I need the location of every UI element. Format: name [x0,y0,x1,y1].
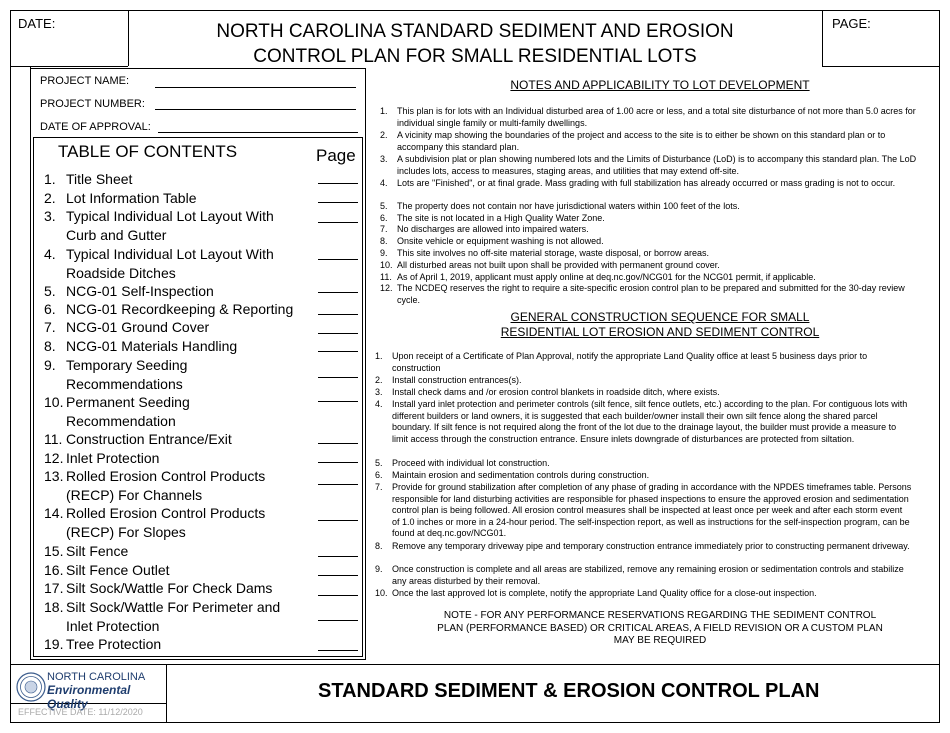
effective-date: EFFECTIVE DATE: 11/12/2020 [18,707,143,717]
notes-heading: NOTES AND APPLICABILITY TO LOT DEVELOPMENT [510,78,810,92]
sequence-heading-line-1: GENERAL CONSTRUCTION SEQUENCE FOR SMALL [510,310,810,324]
toc-item-title: NCG-01 Self-Inspection [66,283,214,299]
toc-item-number: 15. [44,543,64,559]
toc-page-blank[interactable] [318,462,358,463]
page-label: PAGE: [832,16,871,31]
toc-page-blank[interactable] [318,484,358,485]
toc-item-title: Lot Information Table [66,190,197,206]
toc-item-number: 1. [44,171,56,187]
toc-item-number: 14. [44,505,64,521]
toc-page-blank[interactable] [318,259,358,260]
toc-page-blank[interactable] [318,595,358,596]
toc-item-title: NCG-01 Recordkeeping & Reporting [66,301,294,317]
toc-item-number: 13. [44,468,64,484]
note-text: All disturbed areas not built upon shall be provided with permanent ground cover. [397,260,720,270]
sequence-number: 5. [375,458,383,468]
toc-page-blank[interactable] [318,443,358,444]
sequence-number: 10. [375,588,388,598]
toc-item-line-2: (RECP) For Channels [66,486,203,503]
toc-item-title: Inlet Protection [66,450,160,466]
sequence-number: 9. [375,564,383,574]
sequence-number: 6. [375,470,383,480]
toc-item-line-1: Rolled Erosion Control Products [66,468,266,484]
sequence-number: 3. [375,387,383,397]
toc-item-line-1: Typical Individual Lot Layout With [66,208,274,224]
toc-item-number: 5. [44,283,56,299]
performance-note [370,610,950,648]
toc-item-title: Title Sheet [66,171,133,187]
toc-item-title [66,245,316,282]
toc-page-blank[interactable] [318,377,358,378]
note-number: 6. [380,213,388,223]
toc-item-number: 16. [44,562,64,578]
sequence-heading [370,310,950,340]
performance-note-line-2: PLAN (PERFORMANCE BASED) OR CRITICAL AREAS, A FIELD REVISION OR A CUSTOM PLAN [437,622,883,634]
note-text: The property does not contain nor have jurisdictional waters within 100 feet of the lots. [397,201,740,211]
toc-item-line-1: Typical Individual Lot Layout With [66,246,274,262]
toc-page-blank[interactable] [318,351,358,352]
toc-item-number: 19. [44,636,64,652]
toc-item-number: 4. [44,246,56,262]
note-text: The NCDEQ reserves the right to require a site-specific erosion control plan to be prepared and submitted for the 30-day review cycle. [397,283,905,305]
toc-page-heading: Page [316,146,356,165]
sequence-text: Remove any temporary driveway pipe and temporary construction entrance immediately prior to constructing permanent driveway. [392,541,910,551]
toc-item-number: 6. [44,301,56,317]
sequence-number: 4. [375,399,383,409]
toc-page-blank[interactable] [318,650,358,651]
toc-item-line-2: Recommendation [66,412,176,429]
note-number: 1. [380,106,388,116]
sequence-text: Maintain erosion and sedimentation controls during construction. [392,470,650,480]
sequence-text: Upon receipt of a Certificate of Plan Approval, notify the appropriate Land Quality office at least 5 business days prior to construction [392,351,868,373]
toc-item-number: 2. [44,190,56,206]
note-number: 12. [380,283,393,293]
toc-item-title: Tree Protection [66,636,162,652]
toc-page-blank[interactable] [318,520,358,521]
toc-page-blank[interactable] [318,292,358,293]
toc-item-line-1: Silt Sock/Wattle For Perimeter and [66,599,281,615]
plan-title-line-1: NORTH CAROLINA STANDARD SEDIMENT AND EROSION [216,21,734,42]
toc-item-number: 17. [44,580,64,596]
sequence-number: 7. [375,482,383,492]
toc-item-number: 18. [44,599,64,615]
toc-item-line-2: Curb and Gutter [66,226,167,243]
note-text: Lots are "Finished", or at final grade. Mass grading with full stabilization has already occurred or mass grading is not to occur. [397,178,896,188]
plan-title [130,19,820,69]
performance-note-line-1: NOTE - FOR ANY PERFORMANCE RESERVATIONS REGARDING THE SEDIMENT CONTROL [443,610,877,621]
project-number-field[interactable] [155,109,356,110]
toc-page-blank[interactable] [318,333,358,334]
toc-item-number: 7. [44,319,56,335]
date-of-approval-label: DATE OF APPROVAL: [40,121,151,133]
sequence-text: Proceed with individual lot construction. [392,458,550,468]
toc-item-number: 10. [44,394,64,410]
project-name-label: PROJECT NAME: [40,75,130,87]
toc-item-number: 11. [44,431,63,447]
date-label: DATE: [18,16,56,31]
note-text: The site is not located in a High Quality Water Zone. [397,213,605,223]
logo-text-line-2: Environmental Quality [47,683,131,711]
toc-item-title: Silt Fence Outlet [66,562,170,578]
logo-text-line-1: NORTH CAROLINA [47,671,146,683]
toc-page-blank[interactable] [318,556,358,557]
toc-item-title: Silt Sock/Wattle For Check Dams [66,580,273,596]
toc-page-blank[interactable] [318,620,358,621]
toc-page-blank[interactable] [318,575,358,576]
sequence-number: 1. [375,351,383,361]
note-number: 9. [380,248,388,258]
toc-item-line-1: Rolled Erosion Control Products [66,505,266,521]
toc-page-blank[interactable] [318,401,358,402]
toc-item-title: NCG-01 Materials Handling [66,338,238,354]
footer-title: STANDARD SEDIMENT & EROSION CONTROL PLAN [318,680,820,702]
note-text: As of April 1, 2019, applicant must apply online at deq.nc.gov/NCG01 for the NCG01 permit, if applicable. [397,272,816,282]
toc-item-line-1: Temporary Seeding [66,357,188,373]
sequence-text: Install yard inlet protection and perimeter controls (silt fence, silt fence outlets, etc.) according to the plan. For contiguous lots with different builders or land owners, it is suggested that each builder/owner install their own silt fence along the shared parcel boundary. If silt fence is not required along the front of the lot due to the drainage layout, the builder must provide a measure to limit access through the construction entrance. Ensure inlets downgrade of disturbances are protected from siltation. [392,399,908,444]
note-text: No discharges are allowed into impaired waters. [397,224,589,234]
project-number-label: PROJECT NUMBER: [40,98,145,110]
sequence-text: Once the last approved lot is complete, notify the appropriate Land Quality office for a close-out inspection. [392,588,817,598]
note-text: Onsite vehicle or equipment washing is not allowed. [397,236,604,246]
sequence-text: Install construction entrances(s). [392,375,522,385]
sequence-number: 8. [375,541,383,551]
state-seal-icon [16,672,46,702]
project-name-field[interactable] [155,87,356,88]
note-number: 3. [380,154,388,164]
toc-item-title: Construction Entrance/Exit [66,431,232,447]
ncdeq-logo [16,671,166,711]
toc-item-number: 12. [44,450,64,466]
toc-item-line-2: Recommendations [66,375,183,392]
toc-item-title [66,467,316,504]
note-number: 11. [380,272,392,282]
toc-item-title [66,207,316,244]
performance-note-line-3: MAY BE REQUIRED [613,635,707,646]
note-text: This plan is for lots with an Individual disturbed area of 1.00 acre or less, and a total site disturbance of not more than 5.0 acres for individual single family or multi-family dwellings. [397,106,916,128]
toc-item-line-2: (RECP) For Slopes [66,523,186,540]
toc-item-title [66,393,316,430]
toc-item-title [66,598,316,635]
sequence-text: Once construction is complete and all areas are stabilized, remove any remaining erosion or sedimentation controls and stabilize any areas disturbed by their removal. [392,564,904,586]
toc-item-number: 9. [44,357,56,373]
toc-item-title [66,356,316,393]
sequence-number: 2. [375,375,383,385]
plan-title-line-2: CONTROL PLAN FOR SMALL RESIDENTIAL LOTS [253,46,697,67]
toc-item-line-1: Permanent Seeding [66,394,190,410]
toc-item-title: Silt Fence [66,543,129,559]
toc-item-title [66,504,316,541]
sequence-text: Provide for ground stabilization after completion of any phase of grading in accordance with the NPDES timeframes table. Persons responsible for land disturbing activities are responsible for phased inspections to ensure the approved erosion and sedimentation control plan is being followed. All erosion control measures shall be inspected at least once per week and after each storm event of 1.0 inches or more in a 24-hour period. The self-inspection report, as well as instructions for the self-inspection program, can be found at deq.nc.gov/NCG01. [392,482,912,539]
note-number: 2. [380,130,388,140]
toc-item-number: 8. [44,338,56,354]
date-of-approval-field[interactable] [158,132,358,133]
toc-page-blank[interactable] [318,202,358,203]
toc-page-blank[interactable] [318,222,358,223]
toc-item-title: NCG-01 Ground Cover [66,319,210,335]
note-number: 4. [380,178,388,188]
sequence-text: Install check dams and /or erosion control blankets in roadside ditch, where exists. [392,387,720,397]
note-number: 8. [380,236,388,246]
note-number: 7. [380,224,388,234]
toc-page-blank[interactable] [318,314,358,315]
note-text: A subdivision plat or plan showing numbered lots and the Limits of Disturbance (LoD) is to accompany this standard plan. The LoD includes lots, access to measures, staging areas, and utilities that may extend off-site. [397,154,917,176]
note-text: A vicinity map showing the boundaries of the project and access to the site is to either be shown on this standard plan or to accompany this standard plan. [397,130,886,152]
toc-page-blank[interactable] [318,183,358,184]
toc-heading: TABLE OF CONTENTS [58,142,238,161]
toc-item-number: 3. [44,208,56,224]
note-number: 5. [380,201,388,211]
sequence-heading-line-2: RESIDENTIAL LOT EROSION AND SEDIMENT CONTROL [500,325,820,339]
toc-item-line-2: Roadside Ditches [66,264,176,281]
note-text: This site involves no off-site material storage, waste disposal, or borrow areas. [397,248,709,258]
toc-item-line-2: Inlet Protection [66,617,160,634]
note-number: 10. [380,260,393,270]
